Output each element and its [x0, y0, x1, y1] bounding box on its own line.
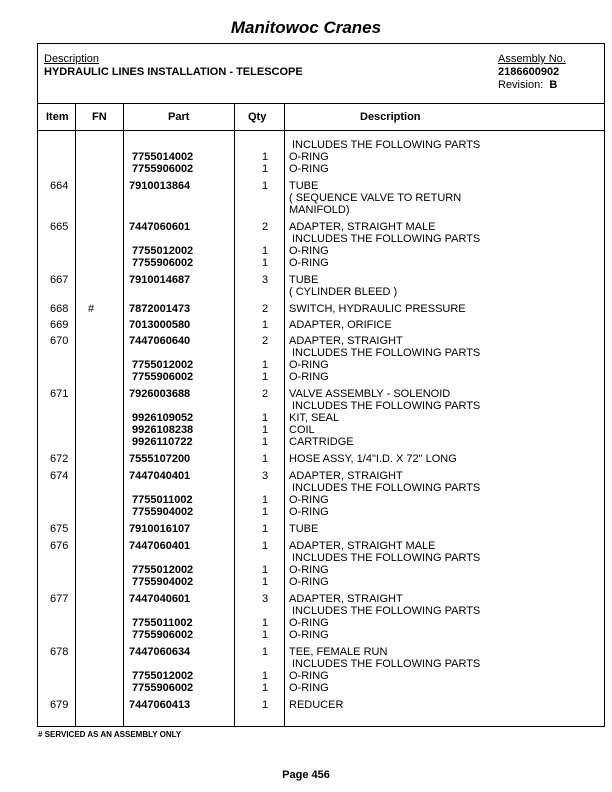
description-cell: ADAPTER, STRAIGHT [289, 593, 403, 605]
description-cell: HOSE ASSY, 1/4"I.D. X 72" LONG [289, 453, 457, 465]
part-number-cell: 7447040401 [129, 470, 191, 482]
qty-cell: 1 [261, 564, 269, 576]
part-number-cell: 7755906002 [132, 163, 194, 175]
assembly-number-label: Assembly No. [498, 53, 566, 65]
table-row [38, 303, 604, 315]
qty-cell: 1 [261, 629, 269, 641]
part-number-cell: 7755012002 [132, 245, 194, 257]
qty-cell: 1 [261, 180, 269, 192]
part-number-cell: 7447060601 [129, 221, 191, 233]
part-number-cell: 7447060634 [129, 646, 191, 658]
table-row [38, 699, 604, 711]
part-number-cell: 9926109052 [132, 412, 194, 424]
table-row [38, 646, 604, 658]
description-cell: ( CYLINDER BLEED ) [289, 286, 398, 298]
item-cell: 676 [50, 540, 69, 552]
part-number-cell: 9926108238 [132, 424, 194, 436]
description-cell: O-RING [289, 617, 329, 629]
part-number-cell: 7755906002 [132, 371, 194, 383]
item-cell: 674 [50, 470, 69, 482]
table-row [38, 204, 604, 216]
table-row [38, 274, 604, 286]
part-number-cell: 7755906002 [132, 682, 194, 694]
description-cell: INCLUDES THE FOLLOWING PARTS [292, 552, 481, 564]
qty-cell: 3 [261, 470, 269, 482]
description-cell: CARTRIDGE [289, 436, 354, 448]
qty-cell: 1 [261, 257, 269, 269]
table-row [38, 494, 604, 506]
table-row [38, 506, 604, 518]
description-cell: O-RING [289, 494, 329, 506]
table-row [38, 335, 604, 347]
qty-cell: 1 [261, 371, 269, 383]
qty-cell: 1 [261, 576, 269, 588]
description-cell: REDUCER [289, 699, 344, 711]
description-cell: INCLUDES THE FOLLOWING PARTS [292, 400, 481, 412]
description-cell: O-RING [289, 151, 329, 163]
description-cell: ADAPTER, STRAIGHT [289, 470, 403, 482]
table-row [38, 670, 604, 682]
description-cell: INCLUDES THE FOLLOWING PARTS [292, 233, 481, 245]
table-row [38, 388, 604, 400]
description-cell: INCLUDES THE FOLLOWING PARTS [292, 139, 481, 151]
part-number-cell: 7926003688 [129, 388, 191, 400]
description-cell: COIL [289, 424, 315, 436]
part-number-cell: 7447060401 [129, 540, 191, 552]
table-row [38, 593, 604, 605]
qty-cell: 1 [261, 670, 269, 682]
qty-cell: 1 [261, 412, 269, 424]
item-cell: 671 [50, 388, 69, 400]
table-row [38, 286, 604, 298]
part-number-cell: 7447040601 [129, 593, 191, 605]
qty-cell: 1 [261, 646, 269, 658]
qty-cell: 3 [261, 593, 269, 605]
description-cell: ADAPTER, STRAIGHT MALE [289, 540, 436, 552]
description-cell: INCLUDES THE FOLLOWING PARTS [292, 482, 481, 494]
qty-cell: 1 [261, 359, 269, 371]
description-cell: TUBE [289, 180, 319, 192]
description-cell: O-RING [289, 506, 329, 518]
item-cell: 672 [50, 453, 69, 465]
description-cell: INCLUDES THE FOLLOWING PARTS [292, 347, 481, 359]
table-row [38, 482, 604, 494]
description-cell: O-RING [289, 682, 329, 694]
revision-label: Revision: [498, 79, 544, 91]
part-number-cell: 7755014002 [132, 151, 194, 163]
description-cell: O-RING [289, 359, 329, 371]
description-cell: TEE, FEMALE RUN [289, 646, 388, 658]
table-row [38, 400, 604, 412]
item-cell: 678 [50, 646, 69, 658]
description-cell: O-RING [289, 564, 329, 576]
part-number-cell: 9926110722 [132, 436, 193, 448]
table-row [38, 221, 604, 233]
part-number-cell: 7910016107 [129, 523, 191, 535]
item-cell: 667 [50, 274, 69, 286]
column-header-qty: Qty [248, 111, 267, 123]
part-number-cell: 7447060413 [129, 699, 191, 711]
qty-cell: 1 [261, 523, 269, 535]
description-cell: O-RING [289, 163, 329, 175]
table-row [38, 436, 604, 448]
company-title: Manitowoc Cranes [230, 18, 382, 37]
part-number-cell: 7755904002 [132, 576, 194, 588]
table-row [38, 576, 604, 588]
qty-cell: 1 [261, 540, 269, 552]
table-row [38, 629, 604, 641]
page-number: Page 456 [282, 769, 330, 781]
qty-cell: 1 [261, 163, 269, 175]
description-cell: ( SEQUENCE VALVE TO RETURN [289, 192, 462, 204]
column-header-item: Item [46, 111, 69, 123]
qty-cell: 1 [261, 151, 269, 163]
assembly-description: HYDRAULIC LINES INSTALLATION - TELESCOPE [44, 66, 303, 78]
qty-cell: 2 [261, 388, 269, 400]
description-cell: O-RING [289, 257, 329, 269]
footnote: # SERVICED AS AN ASSEMBLY ONLY [38, 730, 182, 739]
assembly-header [38, 44, 604, 104]
description-cell: INCLUDES THE FOLLOWING PARTS [292, 658, 481, 670]
description-cell: KIT, SEAL [289, 412, 340, 424]
qty-cell: 1 [261, 424, 269, 436]
description-label: Description [44, 53, 100, 65]
table-row [38, 163, 604, 175]
description-cell: ADAPTER, STRAIGHT MALE [289, 221, 436, 233]
part-number-cell: 7755012002 [132, 564, 194, 576]
table-row [38, 359, 604, 371]
table-row [38, 523, 604, 535]
part-number-cell: 7755906002 [132, 629, 194, 641]
part-number-cell: 7910014687 [129, 274, 191, 286]
fn-cell: # [88, 303, 95, 315]
item-cell: 668 [50, 303, 69, 315]
table-row [38, 347, 604, 359]
item-cell: 665 [50, 221, 69, 233]
table-row [38, 192, 604, 204]
qty-cell: 1 [261, 319, 269, 331]
part-number-cell: 7755011002 [132, 617, 193, 629]
description-cell: O-RING [289, 670, 329, 682]
table-row [38, 424, 604, 436]
part-number-cell: 7755906002 [132, 257, 194, 269]
item-cell: 669 [50, 319, 69, 331]
table-row [38, 617, 604, 629]
revision-value: B [549, 79, 558, 91]
description-cell: O-RING [289, 576, 329, 588]
item-cell: 670 [50, 335, 69, 347]
part-number-cell: 7755011002 [132, 494, 193, 506]
description-cell: O-RING [289, 371, 329, 383]
column-header-description: Description [360, 111, 421, 123]
table-row [38, 682, 604, 694]
column-header-part: Part [168, 111, 190, 123]
parts-list-frame [37, 43, 605, 727]
description-cell: TUBE [289, 523, 319, 535]
part-number-cell: 7910013864 [129, 180, 191, 192]
part-number-cell: 7755904002 [132, 506, 194, 518]
assembly-number: 2186600902 [498, 66, 560, 78]
part-number-cell: 7755012002 [132, 670, 194, 682]
qty-cell: 1 [261, 453, 269, 465]
table-row [38, 139, 604, 151]
table-row [38, 151, 604, 163]
description-cell: MANIFOLD) [289, 204, 350, 216]
table-row [38, 564, 604, 576]
table-row [38, 412, 604, 424]
qty-cell: 1 [261, 682, 269, 694]
qty-cell: 1 [261, 436, 269, 448]
qty-cell: 1 [261, 506, 269, 518]
qty-cell: 2 [261, 335, 269, 347]
item-cell: 664 [50, 180, 69, 192]
part-number-cell: 7555107200 [129, 453, 191, 465]
qty-cell: 2 [261, 221, 269, 233]
qty-cell: 2 [261, 303, 269, 315]
part-number-cell: 7872001473 [129, 303, 191, 315]
description-cell: VALVE ASSEMBLY - SOLENOID [289, 388, 451, 400]
qty-cell: 1 [261, 245, 269, 257]
table-row [38, 658, 604, 670]
qty-cell: 1 [261, 617, 269, 629]
item-cell: 675 [50, 523, 69, 535]
table-row [38, 552, 604, 564]
part-number-cell: 7755012002 [132, 359, 194, 371]
table-row [38, 470, 604, 482]
item-cell: 677 [50, 593, 69, 605]
description-cell: ADAPTER, ORIFICE [289, 319, 392, 331]
description-cell: INCLUDES THE FOLLOWING PARTS [292, 605, 481, 617]
table-row [38, 180, 604, 192]
table-row [38, 605, 604, 617]
description-cell: SWITCH, HYDRAULIC PRESSURE [289, 303, 466, 315]
table-row [38, 540, 604, 552]
table-row [38, 371, 604, 383]
table-row [38, 257, 604, 269]
qty-cell: 3 [261, 274, 269, 286]
description-cell: O-RING [289, 629, 329, 641]
description-cell: ADAPTER, STRAIGHT [289, 335, 403, 347]
part-number-cell: 7447060640 [129, 335, 191, 347]
table-row [38, 319, 604, 331]
part-number-cell: 7013000580 [129, 319, 191, 331]
description-cell: TUBE [289, 274, 319, 286]
qty-cell: 1 [261, 699, 269, 711]
table-row [38, 233, 604, 245]
table-row [38, 453, 604, 465]
qty-cell: 1 [261, 494, 269, 506]
column-header-fn: FN [92, 111, 107, 123]
item-cell: 679 [50, 699, 69, 711]
description-cell: O-RING [289, 245, 329, 257]
table-row [38, 245, 604, 257]
